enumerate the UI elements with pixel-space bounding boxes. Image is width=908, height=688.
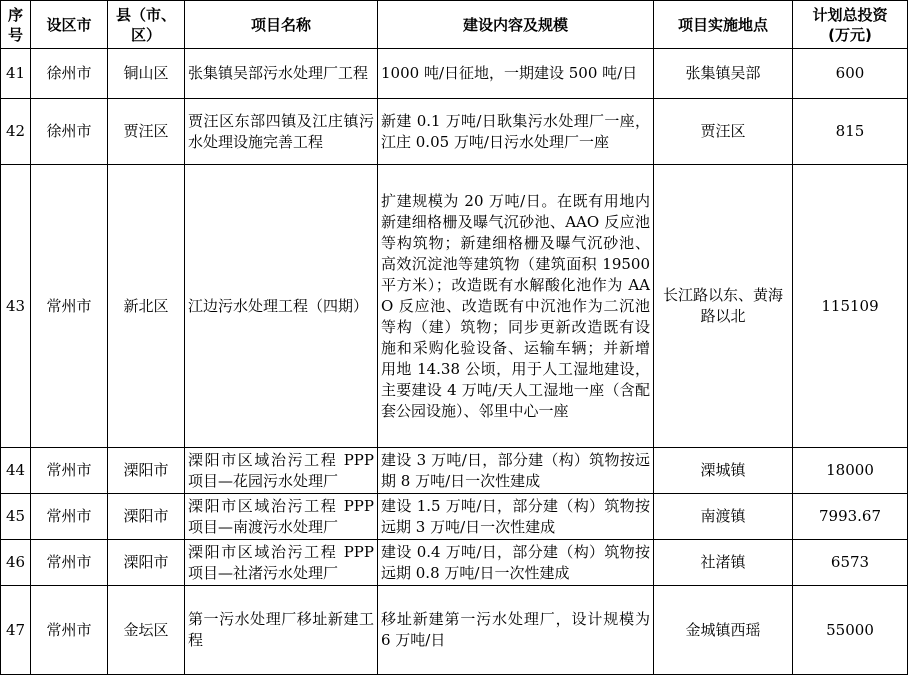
cell-seq: 43 xyxy=(1,165,31,448)
cell-investment: 18000 xyxy=(793,448,908,494)
cell-location: 社渚镇 xyxy=(654,540,793,586)
cell-county: 铜山区 xyxy=(108,49,185,99)
cell-content: 新建 0.1 万吨/日耿集污水处理厂一座，江庄 0.05 万吨/日污水处理厂一座 xyxy=(378,99,654,165)
cell-city: 常州市 xyxy=(31,494,108,540)
cell-name: 溧阳市区域治污工程 PPP 项目—社渚污水处理厂 xyxy=(185,540,378,586)
cell-content: 1000 吨/日征地，一期建设 500 吨/日 xyxy=(378,49,654,99)
header-location: 项目实施地点 xyxy=(654,1,793,49)
cell-investment: 55000 xyxy=(793,586,908,675)
table-row xyxy=(1,586,908,675)
cell-content: 建设 3 万吨/日，部分建（构）筑物按远期 8 万吨/日一次性建成 xyxy=(378,448,654,494)
cell-name: 溧阳市区域治污工程 PPP 项目—南渡污水处理厂 xyxy=(185,494,378,540)
header-county: 县（市、 区） xyxy=(108,1,185,49)
header-name: 项目名称 xyxy=(185,1,378,49)
cell-location: 张集镇吴部 xyxy=(654,49,793,99)
header-seq: 序 号 xyxy=(1,1,31,49)
cell-seq: 46 xyxy=(1,540,31,586)
cell-location: 长江路以东、黄海路以北 xyxy=(654,165,793,448)
cell-investment: 115109 xyxy=(793,165,908,448)
cell-investment: 7993.67 xyxy=(793,494,908,540)
cell-name: 溧阳市区域治污工程 PPP 项目—花园污水处理厂 xyxy=(185,448,378,494)
cell-seq: 41 xyxy=(1,49,31,99)
cell-content: 移址新建第一污水处理厂，设计规模为 6 万吨/日 xyxy=(378,586,654,675)
cell-investment: 815 xyxy=(793,99,908,165)
header-city: 设区市 xyxy=(31,1,108,49)
cell-seq: 44 xyxy=(1,448,31,494)
cell-location: 南渡镇 xyxy=(654,494,793,540)
cell-name: 江边污水处理工程（四期） xyxy=(185,165,378,448)
table-row xyxy=(1,540,908,586)
cell-county: 溧阳市 xyxy=(108,540,185,586)
cell-city: 常州市 xyxy=(31,586,108,675)
table-row xyxy=(1,49,908,99)
cell-name: 张集镇吴部污水处理厂工程 xyxy=(185,49,378,99)
cell-name: 第一污水处理厂移址新建工程 xyxy=(185,586,378,675)
cell-city: 常州市 xyxy=(31,165,108,448)
cell-content: 扩建规模为 20 万吨/日。在既有用地内新建细格栅及曝气沉砂池、AAO 反应池等构筑物；新建细格栅及曝气沉砂池、高效沉淀池等建筑物（建筑面积 19500 平方米）；改造既有水解酸化池作为 AAO 反应池、改造既有中沉池作为二沉池等构（建）筑物；同步更新改造既有设施和采购化验设备、运输车辆；并新增用地 14.38 公顷，用于人工湿地建设，主要建设 4 万吨/天人工湿地一座（含配套公园设施）、邻里中心一座 xyxy=(378,165,654,448)
table-row xyxy=(1,448,908,494)
cell-content: 建设 1.5 万吨/日，部分建（构）筑物按远期 3 万吨/日一次性建成 xyxy=(378,494,654,540)
cell-location: 金城镇西瑶 xyxy=(654,586,793,675)
cell-location: 溧城镇 xyxy=(654,448,793,494)
header-row xyxy=(1,1,908,49)
cell-seq: 47 xyxy=(1,586,31,675)
cell-county: 贾汪区 xyxy=(108,99,185,165)
cell-city: 徐州市 xyxy=(31,49,108,99)
cell-name: 贾汪区东部四镇及江庄镇污水处理设施完善工程 xyxy=(185,99,378,165)
header-content: 建设内容及规模 xyxy=(378,1,654,49)
table-row xyxy=(1,99,908,165)
cell-investment: 6573 xyxy=(793,540,908,586)
cell-county: 溧阳市 xyxy=(108,448,185,494)
cell-county: 溧阳市 xyxy=(108,494,185,540)
table-row xyxy=(1,494,908,540)
cell-location: 贾汪区 xyxy=(654,99,793,165)
cell-investment: 600 xyxy=(793,49,908,99)
cell-seq: 42 xyxy=(1,99,31,165)
cell-city: 徐州市 xyxy=(31,99,108,165)
cell-county: 新北区 xyxy=(108,165,185,448)
cell-seq: 45 xyxy=(1,494,31,540)
cell-city: 常州市 xyxy=(31,540,108,586)
cell-county: 金坛区 xyxy=(108,586,185,675)
table-row xyxy=(1,165,908,448)
cell-city: 常州市 xyxy=(31,448,108,494)
cell-content: 建设 0.4 万吨/日，部分建（构）筑物按远期 0.8 万吨/日一次性建成 xyxy=(378,540,654,586)
header-investment: 计划总投资 (万元) xyxy=(793,1,908,49)
